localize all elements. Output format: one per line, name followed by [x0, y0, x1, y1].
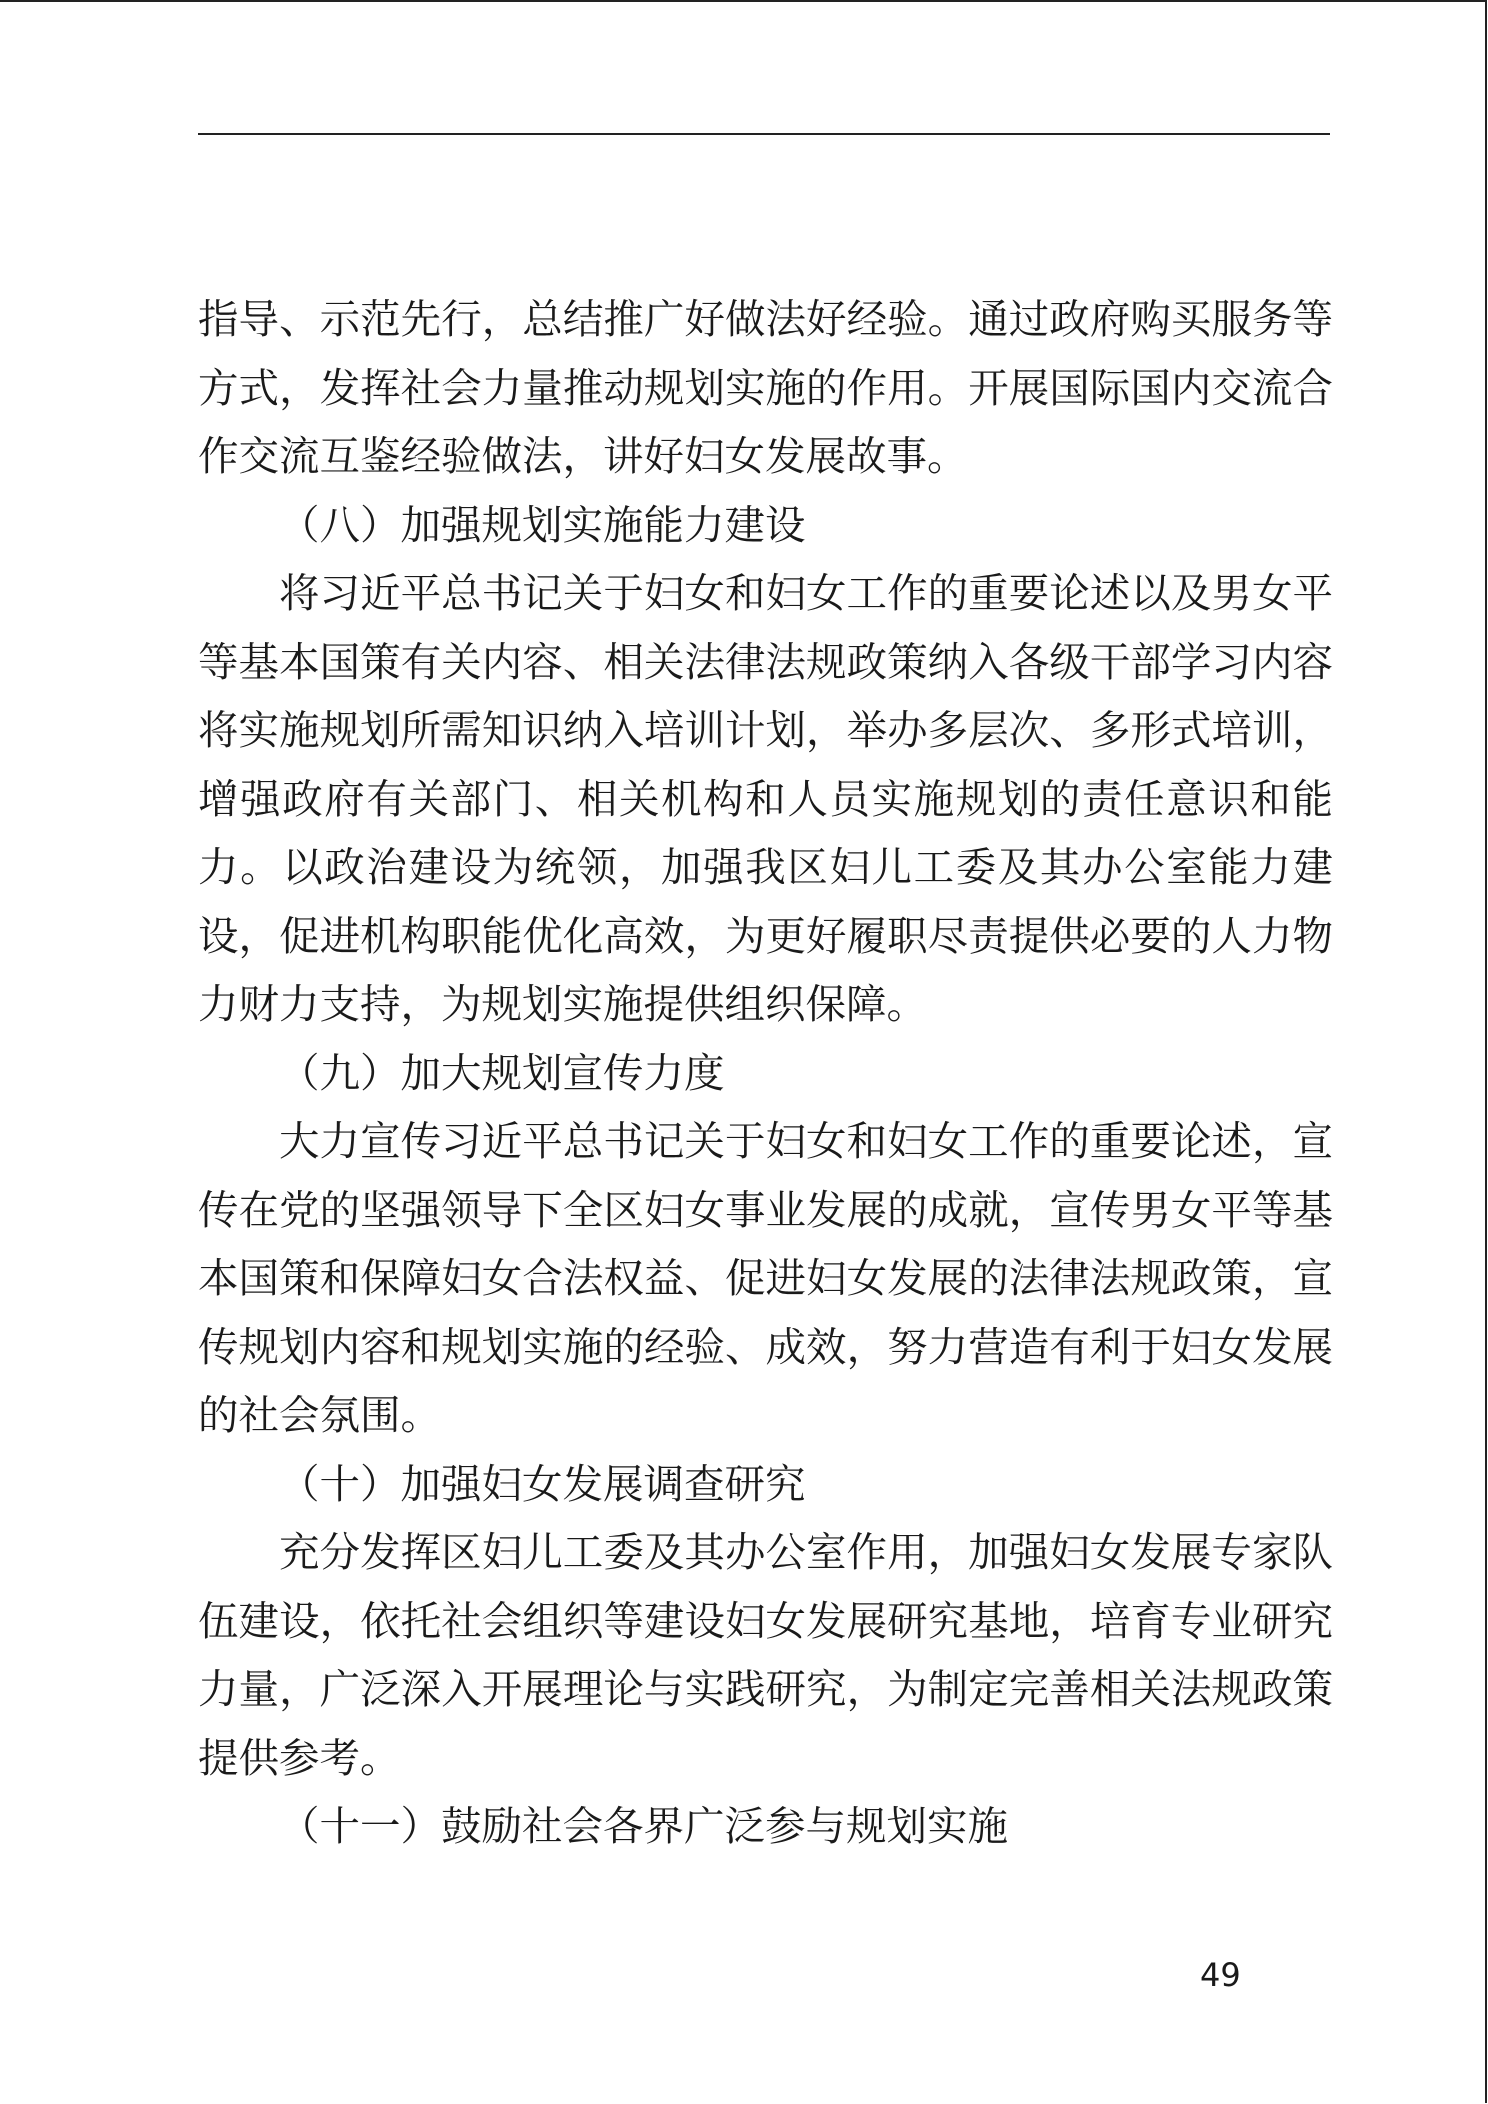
section-heading-8: （八）加强规划实施能力建设	[279, 500, 806, 549]
section-heading-10: （十）加强妇女发展调查研究	[279, 1459, 806, 1508]
paragraph-research: 充分发挥区妇儿工委及其办公室作用，加强妇女发展专家队伍建设，依托社会组织等建设妇女发展研究基地，培育专业研究力量，广泛深入开展理论与实践研究，为制定完善相关法规政策提供参考。	[198, 1528, 1333, 1782]
paragraph-capacity-building: 将习近平总书记关于妇女和妇女工作的重要论述以及男女平等基本国策有关内容、相关法律法规政策纳入各级干部学习内容将实施规划所需知识纳入培训计划，举办多层次、多形式培训，增强政府有关部门、相关机构和人员实施规划的责任意识和能力。以政治建设为统领，加强我区妇儿工委及其办公室能力建设，促进机构职能优化高效，为更好履职尽责提供必要的人力物力财力支持，为规划实施提供组织保障。	[198, 569, 1333, 1028]
section-heading-11: （十一）鼓励社会各界广泛参与规划实施	[279, 1802, 1008, 1850]
paragraph-publicity: 大力宣传习近平总书记关于妇女和妇女工作的重要论述，宣传在党的坚强领导下全区妇女事业发展的成就，宣传男女平等基本国策和保障妇女合法权益、促进妇女发展的法律法规政策，宣传规划内容和规划实施的经验、成效，努力营造有利于妇女发展的社会氛围。	[198, 1117, 1333, 1439]
section-heading-9: （九）加大规划宣传力度	[279, 1048, 725, 1097]
page-number: 49	[1200, 1956, 1241, 1994]
header-rule	[198, 133, 1330, 135]
paragraph-intro: 指导、示范先行，总结推广好做法好经验。通过政府购买服务等方式，发挥社会力量推动规划实施的作用。开展国际国内交流合作交流互鉴经验做法，讲好妇女发展故事。	[198, 295, 1333, 480]
document-body	[198, 285, 1333, 1861]
